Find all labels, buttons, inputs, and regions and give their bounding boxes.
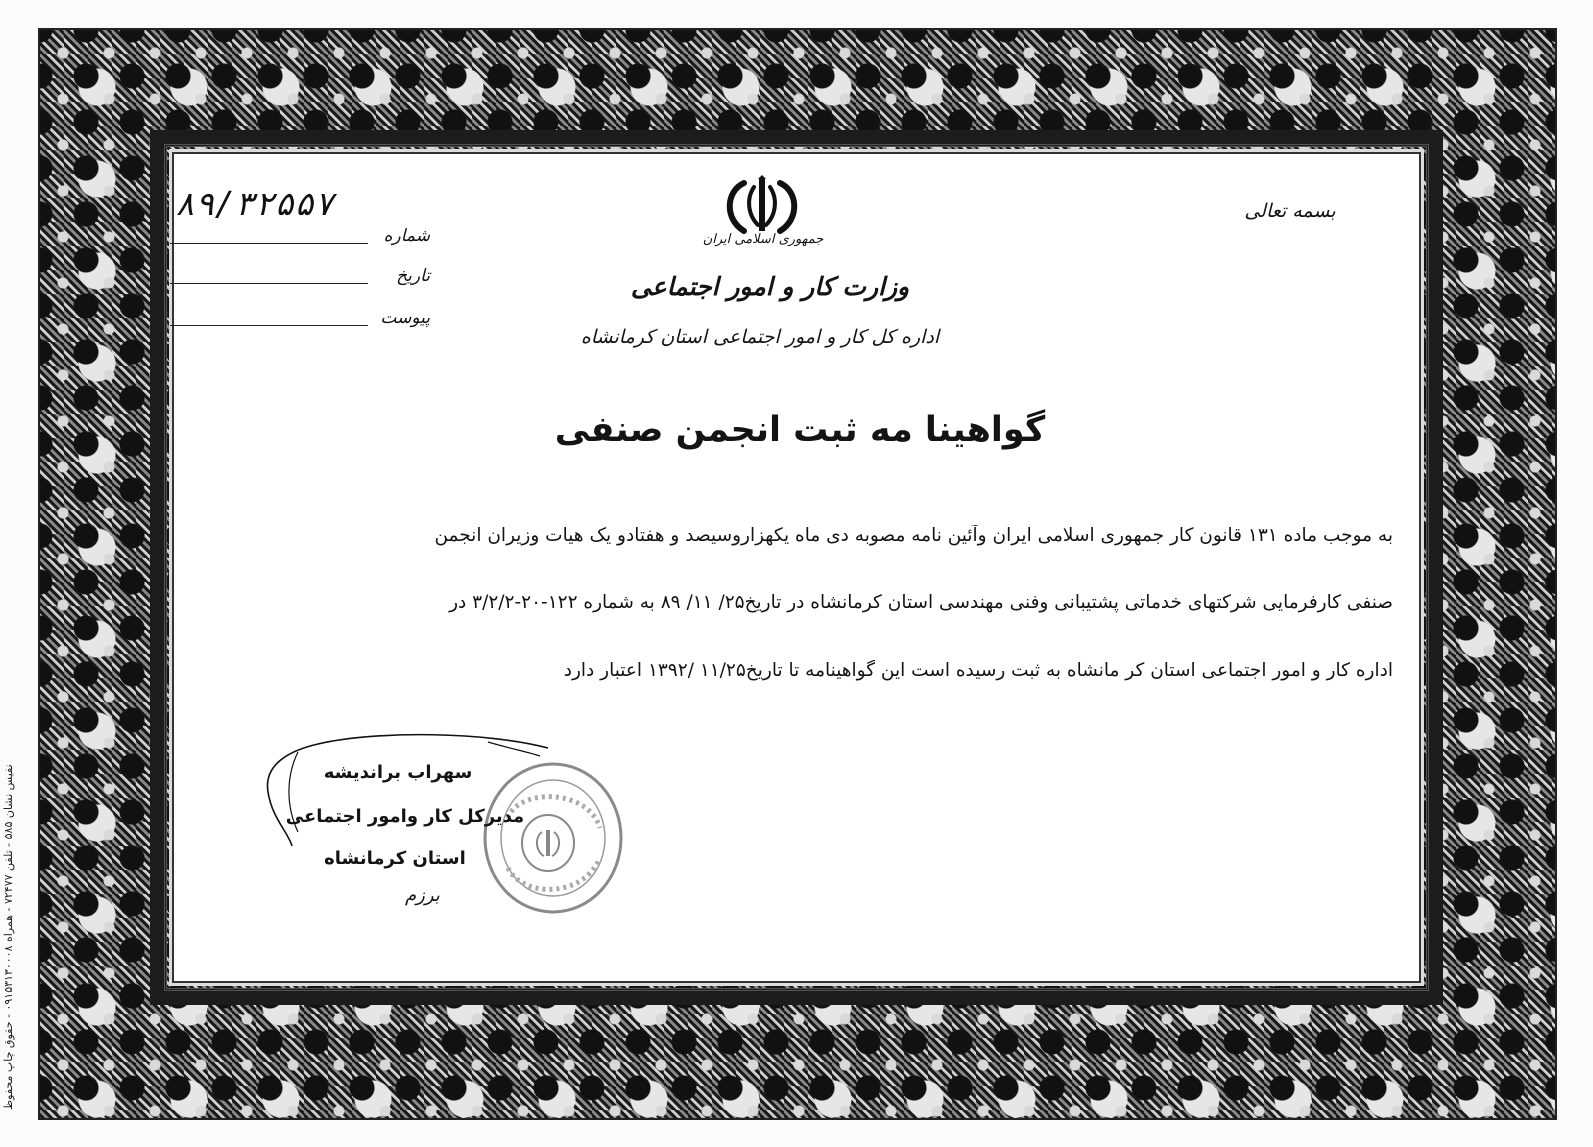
reference-attachment-line (170, 325, 368, 326)
signatory-province: استان کرمانشاه (324, 848, 466, 869)
body-line-3: اداره کار و امور اجتماعی استان کر مانشاه به ثبت رسیده است این گواهینامه تا تاریخ۱۱/۲۵ /۱۳۹۲ اعتبار دارد (563, 660, 1393, 681)
handwritten-initials: برزم (405, 885, 440, 906)
reference-attachment-label: پیوست (380, 308, 430, 328)
body-line-2: صنفی کارفرمایی شرکتهای خدماتی پشتیبانی وفنی مهندسی استان کرمانشاه در تاریخ۲۵/ ۱۱/ ۸۹ به شماره ۱۲۲-۲۰-۳/۲/۲ در (449, 592, 1393, 613)
reference-date-row (170, 258, 430, 288)
reference-date-label: تاریخ (396, 266, 430, 286)
body-line-1: به موجب ماده ۱۳۱ قانون کار جمهوری اسلامی ایران وآئین نامه مصوبه دی ماه یکهزاروسیصد و هفتادو یک هیات وزیران انجمن (434, 525, 1393, 546)
ministry-name: وزارت کار و امور اجتماعی (630, 272, 910, 301)
certificate-title: گواهینا مه ثبت انجمن صنفی (554, 410, 1046, 450)
department-name: اداره کل کار و امور اجتماعی استان کرمانشاه (580, 326, 940, 348)
reference-date-line (170, 283, 368, 284)
reference-number-value: ۸۹/۳۲۵۵۷ (175, 184, 334, 223)
reference-number-line (170, 243, 368, 244)
basmala: بسمه تعالی (1244, 200, 1336, 222)
signatory-name: سهراب براندیشه (323, 762, 473, 783)
emblem-caption: جمهوری اسلامی ایران (702, 232, 824, 247)
handwritten-signature-icon (258, 722, 558, 862)
signatory-position: مدیرکل کار وامور اجتماعی (285, 806, 525, 827)
reference-number-label: شماره (383, 226, 430, 246)
reference-number-row (170, 218, 430, 248)
reference-attachment-row (170, 300, 430, 330)
side-margin-print: نفیس نشان ۵۸۵ - تلفن ۷۲۴۷۷ - همراه ۰۹۱۵۳۱۳۰۰۰۸ - حقوق چاپ محفوظ (2, 764, 15, 1110)
